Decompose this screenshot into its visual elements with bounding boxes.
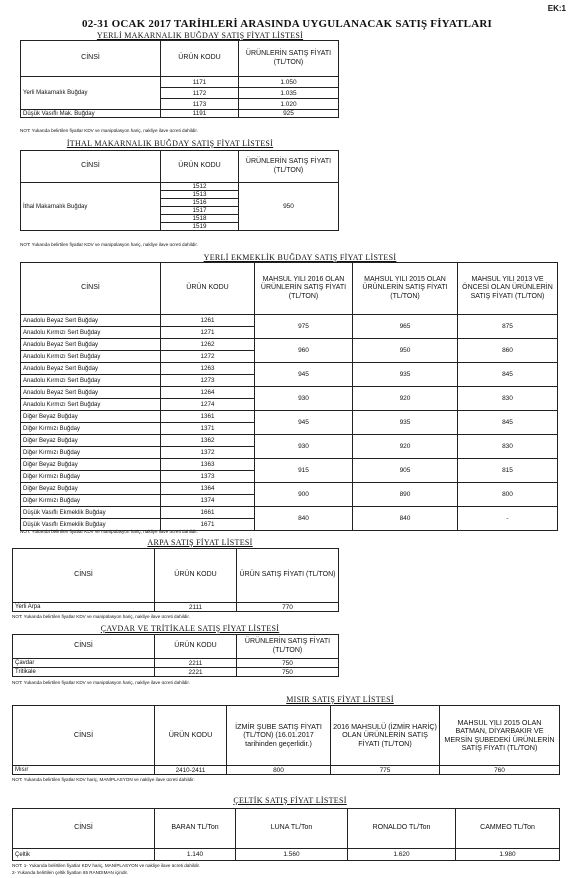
table-cell-name: Anadolu Kırmızı Sert Buğday <box>21 327 161 339</box>
table-cell-name: Düşük Vasıflı Ekmeklik Buğday <box>21 519 161 531</box>
header-cinsi: CİNSİ <box>21 263 161 315</box>
header-cinsi: CİNSİ <box>21 41 161 77</box>
table-cell-code: 1274 <box>161 399 255 411</box>
table-cell-price: 915 <box>255 459 353 483</box>
note: 2- Yukarıda belirtilen çeltik fiyatları 65 RANDIMAN içindir. <box>12 870 129 875</box>
table-cell-price: 845 <box>458 363 558 387</box>
table-cell-code: 1173 <box>161 99 239 110</box>
table-cell-name: Diğer Beyaz Buğday <box>21 483 161 495</box>
table-cell-price: - <box>458 507 558 531</box>
table-cell-price: 930 <box>255 387 353 411</box>
note: NOT: Yukarıda belirtilen fiyatlar KDV ve manipülasyon hariç, nakliye ilave ücreti dahildir. <box>20 529 198 534</box>
table-cell-price: 875 <box>458 315 558 339</box>
table-cell-name: Anadolu Kırmızı Sert Buğday <box>21 399 161 411</box>
header-urun-kodu: ÜRÜN KODU <box>161 151 239 183</box>
table-cell-name: Anadolu Beyaz Sert Buğday <box>21 387 161 399</box>
table-cell-name: Anadolu Beyaz Sert Buğday <box>21 315 161 327</box>
table-cell-price: 830 <box>458 387 558 411</box>
table-cell-price: 975 <box>255 315 353 339</box>
table-cell-price: 845 <box>458 411 558 435</box>
table-cell-price: 800 <box>227 766 331 775</box>
table-cell-code: 1671 <box>161 519 255 531</box>
header-luna: LUNA TL/Ton <box>236 809 348 849</box>
ekmeklik-body <box>21 315 558 531</box>
table-cell-name: İthal Makarnalık Buğday <box>21 183 161 231</box>
table-cell-code: 1513 <box>161 191 239 199</box>
table-row <box>21 459 558 471</box>
header-urun-kodu: ÜRÜN KODU <box>161 41 239 77</box>
table-cell-code: 1171 <box>161 77 239 88</box>
table-cell-price: 1.140 <box>155 849 236 861</box>
table-cell-code: 1373 <box>161 471 255 483</box>
table-cell-code: 1361 <box>161 411 255 423</box>
table-cell-price: 1.980 <box>456 849 560 861</box>
header-satis-fiyati: ÜRÜN SATIŞ FİYATI (TL/TON) <box>237 549 339 603</box>
note: NOT: 1- Yukarıda belirtilen fiyatlar KDV hariç, MANİPLASYON ve nakliye ilave ücreti dahildir. <box>12 863 201 868</box>
header-cammeo: CAMMEO TL/Ton <box>456 809 560 849</box>
table-cell-price: 920 <box>353 387 458 411</box>
table-cell-code: 1172 <box>161 88 239 99</box>
table-cell-code: 1261 <box>161 315 255 327</box>
table-cell-price: 840 <box>353 507 458 531</box>
table-cell-code: 1517 <box>161 207 239 215</box>
table-cell-code: 1372 <box>161 447 255 459</box>
table-cell-code: 2211 <box>155 659 237 668</box>
table-cell-name: Çeltik <box>13 849 155 861</box>
header-satis-fiyati: ÜRÜNLERİN SATIŞ FİYATI (TL/TON) <box>237 635 339 659</box>
section-title-misir: MISIR SATIŞ FİYAT LİSTESİ <box>286 695 394 704</box>
header-urun-kodu: ÜRÜN KODU <box>155 706 227 766</box>
note: NOT: Yukarıda belirtilen fiyatlar KDV ve manipülasyon hariç, nakliye ilave ücreti dahildir. <box>20 242 198 247</box>
table-cell-name: Diğer Kırmızı Buğday <box>21 495 161 507</box>
header-satis-fiyati: ÜRÜNLERİN SATIŞ FİYATI (TL/TON) <box>239 41 339 77</box>
table-cell-name: Düşük Vasıflı Ekmeklik Buğday <box>21 507 161 519</box>
table-row <box>21 507 558 519</box>
table-cell-price: 950 <box>239 183 339 231</box>
header-2016: MAHSUL YILI 2016 OLAN ÜRÜNLERİN SATIŞ FİYATI (TL/TON) <box>255 263 353 315</box>
note: NOT: Yukarıda belirtilen fiyatlar KDV hariç, MANİPLASYON ve nakliye ilave ücreti dahildir. <box>12 777 195 782</box>
table-cell-name: Diğer Beyaz Buğday <box>21 435 161 447</box>
section-title-celtik: ÇELTİK SATIŞ FİYAT LİSTESİ <box>233 796 347 805</box>
header-2015: MAHSUL YILI 2015 OLAN ÜRÜNLERİN SATIŞ FİYATI (TL/TON) <box>353 263 458 315</box>
note: NOT: Yukarıda belirtilen fiyatlar KDV ve manipülasyon hariç, nakliye ilave ücreti dahildir. <box>12 680 190 685</box>
table-cell-price: 760 <box>440 766 560 775</box>
header-urun-kodu: ÜRÜN KODU <box>155 635 237 659</box>
annex-label: EK:1 <box>547 4 566 13</box>
table-celtik <box>12 808 560 861</box>
table-cell-name: Diğer Kırmızı Buğday <box>21 447 161 459</box>
table-cell-name: Yerli Arpa <box>13 603 155 612</box>
table-row <box>21 435 558 447</box>
header-2013: MAHSUL YILI 2013 VE ÖNCESİ OLAN ÜRÜNLERİN SATIŞ FİYATI (TL/TON) <box>458 263 558 315</box>
table-cell-price: 800 <box>458 483 558 507</box>
table-cell-price: 775 <box>331 766 440 775</box>
table-cell-code: 1371 <box>161 423 255 435</box>
table-cell-name: Diğer Kırmızı Buğday <box>21 423 161 435</box>
header-cinsi: CİNSİ <box>13 706 155 766</box>
header-2016: 2016 MAHSULÜ (İZMİR HARİÇ) OLAN ÜRÜNLERİN SATIŞ FİYATI (TL/TON) <box>331 706 440 766</box>
table-cell-price: 900 <box>255 483 353 507</box>
table-cell-name: Anadolu Beyaz Sert Buğday <box>21 339 161 351</box>
table-cell-name: Mısır <box>13 766 155 775</box>
table-cell-code: 1516 <box>161 199 239 207</box>
header-izmir: İZMİR ŞUBE SATIŞ FİYATI (TL/TON) (16.01.2017 tarihinden geçerlidir.) <box>227 706 331 766</box>
table-misir <box>12 705 560 775</box>
page-title: 02-31 OCAK 2017 TARİHLERİ ARASINDA UYGULANACAK SATIŞ FİYATLARI <box>82 18 492 30</box>
table-cell-price: 945 <box>255 363 353 387</box>
table-cell-price: 750 <box>237 659 339 668</box>
table-cell-price: 935 <box>353 411 458 435</box>
table-cell-name: Düşük Vasıflı Mak. Buğday <box>21 110 161 118</box>
table-cell-code: 1518 <box>161 215 239 223</box>
table-cell-price: 860 <box>458 339 558 363</box>
header-cinsi: CİNSİ <box>13 809 155 849</box>
note: NOT: Yukarıda belirtilen fiyatlar KDV ve manipülasyon hariç, nakliye ilave ücreti dahildir. <box>12 614 190 619</box>
table-cell-price: 1.560 <box>236 849 348 861</box>
table-cell-code: 2410-2411 <box>155 766 227 775</box>
table-cell-code: 1264 <box>161 387 255 399</box>
table-cell-price: 1.020 <box>239 99 339 110</box>
section-title-ithal-makarnalik: İTHAL MAKARNALIK BUĞDAY SATIŞ FİYAT LİSTESİ <box>66 139 274 148</box>
table-cell-name: Diğer Beyaz Buğday <box>21 459 161 471</box>
note: NOT: Yukarıda belirtilen fiyatlar KDV ve manipülasyon hariç, nakliye ilave ücreti dahildir. <box>20 128 198 133</box>
header-cinsi: CİNSİ <box>21 151 161 183</box>
table-cell-code: 1273 <box>161 375 255 387</box>
table-cell-price: 905 <box>353 459 458 483</box>
table-cell-code: 1512 <box>161 183 239 191</box>
table-cell-code: 1191 <box>161 110 239 118</box>
table-cell-price: 935 <box>353 363 458 387</box>
table-cell-price: 925 <box>239 110 339 118</box>
table-row <box>21 315 558 327</box>
table-row <box>21 387 558 399</box>
table-cell-name: Anadolu Kırmızı Sert Buğday <box>21 351 161 363</box>
table-row <box>21 363 558 375</box>
table-ekmeklik <box>20 262 558 531</box>
table-cell-price: 930 <box>255 435 353 459</box>
table-row <box>21 339 558 351</box>
table-cell-code: 1262 <box>161 339 255 351</box>
table-cell-name: Anadolu Kırmızı Sert Buğday <box>21 375 161 387</box>
table-cell-code: 2111 <box>155 603 237 612</box>
header-ronaldo: RONALDO TL/Ton <box>348 809 456 849</box>
section-title-cavdar: ÇAVDAR VE TRİTİKALE SATIŞ FİYAT LİSTESİ <box>100 624 280 633</box>
header-2015: MAHSUL YILI 2015 OLAN BATMAN, DİYARBAKIR VE MERSİN ŞUBEDEKİ ÜRÜNLERİN SATIŞ FİYATI (TL/TON) <box>440 706 560 766</box>
table-cell-code: 1362 <box>161 435 255 447</box>
section-title-yerli-makarnalik: YERLİ MAKARNALIK BUĞDAY SATIŞ FİYAT LİSTESİ <box>96 31 304 40</box>
table-cell-price: 830 <box>458 435 558 459</box>
table-cell-name: Diğer Beyaz Buğday <box>21 411 161 423</box>
table-cell-name: Anadolu Beyaz Sert Buğday <box>21 363 161 375</box>
header-baran: BARAN TL/Ton <box>155 809 236 849</box>
header-urun-kodu: ÜRÜN KODU <box>161 263 255 315</box>
table-cell-price: 1.050 <box>239 77 339 88</box>
header-cinsi: CİNSİ <box>13 549 155 603</box>
table-cell-price: 950 <box>353 339 458 363</box>
section-title-ekmeklik: YERLİ EKMEKLİK BUĞDAY SATIŞ FİYAT LİSTESİ <box>203 253 397 262</box>
table-cell-code: 1661 <box>161 507 255 519</box>
table-cell-name: Tritikale <box>13 668 155 677</box>
table-cell-price: 945 <box>255 411 353 435</box>
table-cell-code: 1374 <box>161 495 255 507</box>
table-cell-code: 1519 <box>161 223 239 231</box>
table-cell-price: 770 <box>237 603 339 612</box>
table-cavdar <box>12 634 339 677</box>
header-cinsi: CİNSİ <box>13 635 155 659</box>
table-cell-price: 750 <box>237 668 339 677</box>
table-row <box>21 411 558 423</box>
table-cell-price: 1.035 <box>239 88 339 99</box>
table-cell-code: 2221 <box>155 668 237 677</box>
table-cell-price: 815 <box>458 459 558 483</box>
table-cell-price: 840 <box>255 507 353 531</box>
table-cell-code: 1364 <box>161 483 255 495</box>
table-ithal-makarnalik <box>20 150 339 231</box>
table-cell-name: Çavdar <box>13 659 155 668</box>
section-title-arpa: ARPA SATIŞ FİYAT LİSTESİ <box>147 538 253 547</box>
header-satis-fiyati: ÜRÜNLERİN SATIŞ FİYATI (TL/TON) <box>239 151 339 183</box>
table-cell-name: Yerli Makarnalık Buğday <box>21 77 161 110</box>
table-cell-name: Diğer Kırmızı Buğday <box>21 471 161 483</box>
table-cell-code: 1263 <box>161 363 255 375</box>
table-row <box>21 483 558 495</box>
table-yerli-makarnalik <box>20 40 339 118</box>
table-cell-price: 890 <box>353 483 458 507</box>
table-cell-code: 1272 <box>161 351 255 363</box>
table-cell-price: 965 <box>353 315 458 339</box>
table-cell-code: 1363 <box>161 459 255 471</box>
table-arpa <box>12 548 339 612</box>
header-urun-kodu: ÜRÜN KODU <box>155 549 237 603</box>
table-cell-code: 1271 <box>161 327 255 339</box>
table-cell-price: 920 <box>353 435 458 459</box>
table-cell-price: 960 <box>255 339 353 363</box>
table-cell-price: 1.620 <box>348 849 456 861</box>
